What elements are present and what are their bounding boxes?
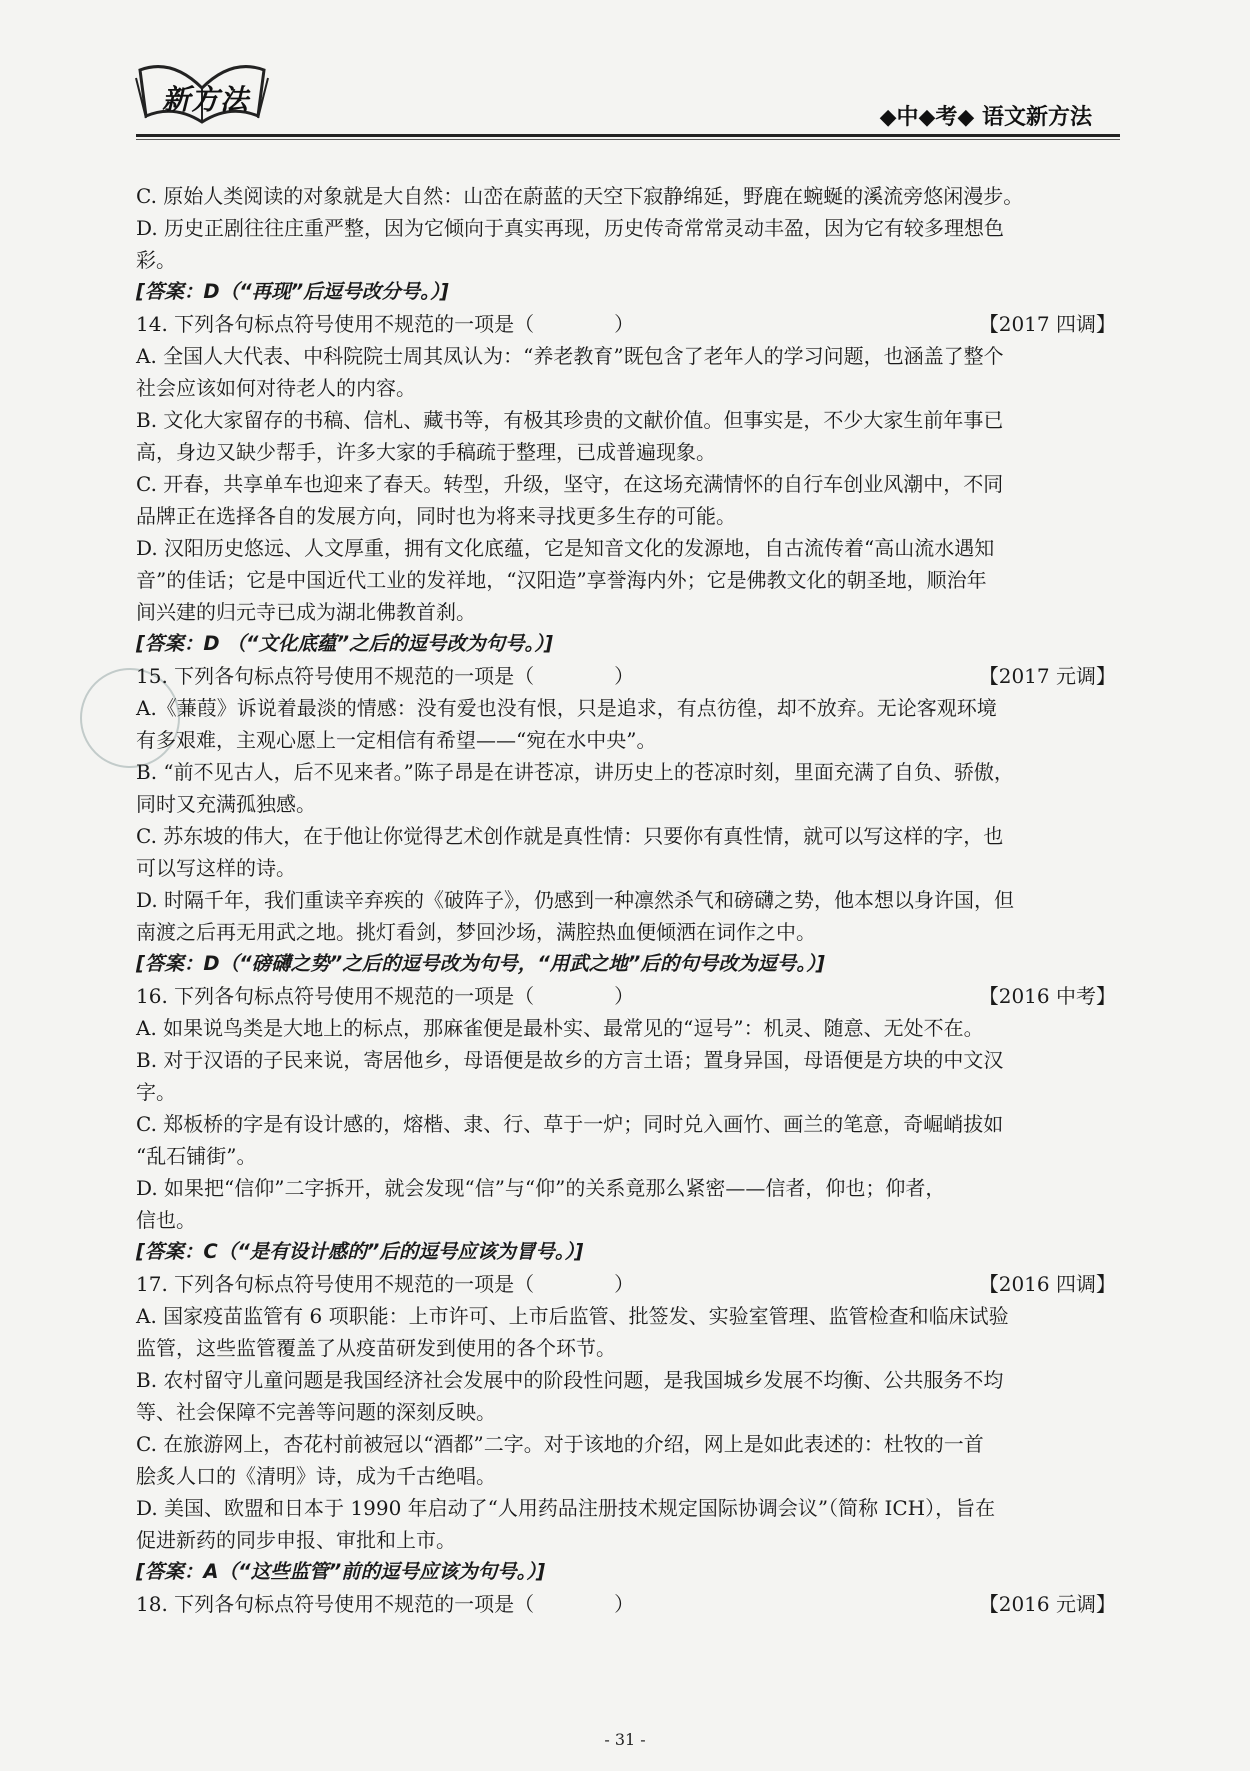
answer-line: [答案：D（“再现”后逗号改分号。）] bbox=[136, 280, 449, 303]
option-line: 社会应该如何对待老人的内容。 bbox=[136, 376, 416, 400]
option-line: 品牌正在选择各自的发展方向，同时也为将来寻找更多生存的可能。 bbox=[136, 504, 736, 528]
option-line: 同时又充满孤独感。 bbox=[136, 792, 316, 816]
page-number: - 31 - bbox=[604, 1730, 646, 1749]
question-14-stem bbox=[136, 308, 1118, 340]
option-line: A. 国家疫苗监管有 6 项职能：上市许可、上市后监管、批签发、实验室管理、监管检查和临床试验 bbox=[136, 1304, 1009, 1328]
answer-line: [答案：D（“磅礴之势”之后的逗号改为句号，“用武之地”后的句号改为逗号。）] bbox=[136, 952, 825, 975]
answer-line: [答案：D （“文化底蕴”之后的逗号改为句号。）] bbox=[136, 632, 553, 655]
option-line: A. 如果说鸟类是大地上的标点，那麻雀便是最朴实、最常见的“逗号”：机灵、随意、无处不在。 bbox=[136, 1016, 984, 1040]
option-line: A.《蒹葭》诉说着最淡的情感：没有爱也没有恨，只是追求，有点彷徨，却不放弃。无论客观环境 bbox=[136, 696, 997, 720]
option-line: 音”的佳话；它是中国近代工业的发祥地，“汉阳造”享誉海内外；它是佛教文化的朝圣地，顺治年 bbox=[136, 568, 987, 592]
option-line: B. 对于汉语的子民来说，寄居他乡，母语便是故乡的方言土语；置身异国，母语便是方块的中文汉 bbox=[136, 1048, 1004, 1072]
answer-line: [答案：C（“是有设计感的”后的逗号应该为冒号。）] bbox=[136, 1240, 584, 1263]
question-content bbox=[136, 180, 1118, 1620]
option-line: D. 历史正剧往往庄重严整，因为它倾向于真实再现，历史传奇常常灵动丰盈，因为它有较多理想色 bbox=[136, 216, 1005, 240]
header-divider-thin bbox=[136, 139, 1120, 140]
question-18-stem bbox=[136, 1588, 1118, 1620]
option-line: D. 时隔千年，我们重读辛弃疾的《破阵子》，仍感到一种凛然杀气和磅礴之势，他本想以身许国，但 bbox=[136, 888, 1015, 912]
option-line: D. 如果把“信仰”二字拆开，就会发现“信”与“仰”的关系竟那么紧密——信者，仰也；仰者， bbox=[136, 1176, 946, 1200]
question-15-stem bbox=[136, 660, 1118, 692]
option-line: 间兴建的归元寺已成为湖北佛教首刹。 bbox=[136, 600, 476, 624]
question-stem: 18. 下列各句标点符号使用不规范的一项是（ ） bbox=[136, 1592, 635, 1616]
option-line: C. 苏东坡的伟大，在于他让你觉得艺术创作就是真性情：只要你有真性情，就可以写这样的字，也 bbox=[136, 824, 1004, 848]
exam-tag: 【2016 中考】 bbox=[978, 984, 1116, 1008]
option-line: 信也。 bbox=[136, 1208, 196, 1232]
option-line: C. 在旅游网上，杏花村前被冠以“酒都”二字。对于该地的介绍，网上是如此表述的：杜牧的一首 bbox=[136, 1432, 984, 1456]
option-line: “乱石铺街”。 bbox=[136, 1144, 257, 1168]
logo-text: 新方法 bbox=[162, 83, 250, 116]
option-line: D. 汉阳历史悠远、人文厚重，拥有文化底蕴，它是知音文化的发源地，自古流传着“高山流水遇知 bbox=[136, 536, 995, 560]
option-line: 字。 bbox=[136, 1080, 176, 1104]
option-line: 可以写这样的诗。 bbox=[136, 856, 296, 880]
question-stem: 16. 下列各句标点符号使用不规范的一项是（ ） bbox=[136, 984, 635, 1008]
option-line: D. 美国、欧盟和日本于 1990 年启动了“人用药品注册技术规定国际协调会议”（简称 ICH），旨在 bbox=[136, 1496, 996, 1520]
question-stem: 14. 下列各句标点符号使用不规范的一项是（ ） bbox=[136, 312, 635, 336]
exam-tag: 【2017 元调】 bbox=[978, 664, 1116, 688]
option-line: B. 农村留守儿童问题是我国经济社会发展中的阶段性问题，是我国城乡发展不均衡、公共服务不均 bbox=[136, 1368, 1004, 1392]
option-line: 促进新药的同步申报、审批和上市。 bbox=[136, 1528, 456, 1552]
answer-line: [答案：A（“这些监管”前的逗号应该为句号。）] bbox=[136, 1560, 546, 1583]
option-line: C. 郑板桥的字是有设计感的，熔楷、隶、行、草于一炉；同时兑入画竹、画兰的笔意，奇崛峭拔如 bbox=[136, 1112, 1004, 1136]
option-line: 南渡之后再无用武之地。挑灯看剑，梦回沙场，满腔热血便倾洒在词作之中。 bbox=[136, 920, 816, 944]
header-title: ◆中◆考◆ 语文新方法 bbox=[879, 105, 1092, 130]
option-line: 脍炙人口的《清明》诗，成为千古绝唱。 bbox=[136, 1464, 496, 1488]
question-17-stem bbox=[136, 1268, 1118, 1300]
question-16-stem bbox=[136, 980, 1118, 1012]
question-stem: 17. 下列各句标点符号使用不规范的一项是（ ） bbox=[136, 1272, 635, 1296]
option-line: B. “前不见古人，后不见来者。”陈子昂是在讲苍凉，讲历史上的苍凉时刻，里面充满了自负、骄傲， bbox=[136, 760, 1014, 784]
option-line: 高，身边又缺少帮手，许多大家的手稿疏于整理，已成普遍现象。 bbox=[136, 440, 716, 464]
question-stem: 15. 下列各句标点符号使用不规范的一项是（ ） bbox=[136, 664, 635, 688]
option-line: 等、社会保障不完善等问题的深刻反映。 bbox=[136, 1400, 496, 1424]
option-line: A. 全国人大代表、中科院院士周其凤认为：“养老教育”既包含了老年人的学习问题，也涵盖了整个 bbox=[136, 344, 1004, 368]
exam-tag: 【2016 元调】 bbox=[978, 1592, 1116, 1616]
exam-tag: 【2017 四调】 bbox=[978, 312, 1116, 336]
header-divider bbox=[136, 134, 1120, 137]
option-line: 有多艰难，主观心愿上一定相信有希望——“宛在水中央”。 bbox=[136, 728, 657, 752]
exam-tag: 【2016 四调】 bbox=[978, 1272, 1116, 1296]
option-line: 监管，这些监管覆盖了从疫苗研发到使用的各个环节。 bbox=[136, 1336, 616, 1360]
option-line: 彩。 bbox=[136, 248, 176, 272]
option-line: C. 原始人类阅读的对象就是大自然：山峦在蔚蓝的天空下寂静绵延，野鹿在蜿蜒的溪流旁悠闲漫步。 bbox=[136, 184, 1024, 208]
option-line: B. 文化大家留存的书稿、信札、藏书等，有极其珍贵的文献价值。但事实是，不少大家生前年事已 bbox=[136, 408, 1004, 432]
option-line: C. 开春，共享单车也迎来了春天。转型，升级，坚守，在这场充满情怀的自行车创业风潮中，不同 bbox=[136, 472, 1004, 496]
